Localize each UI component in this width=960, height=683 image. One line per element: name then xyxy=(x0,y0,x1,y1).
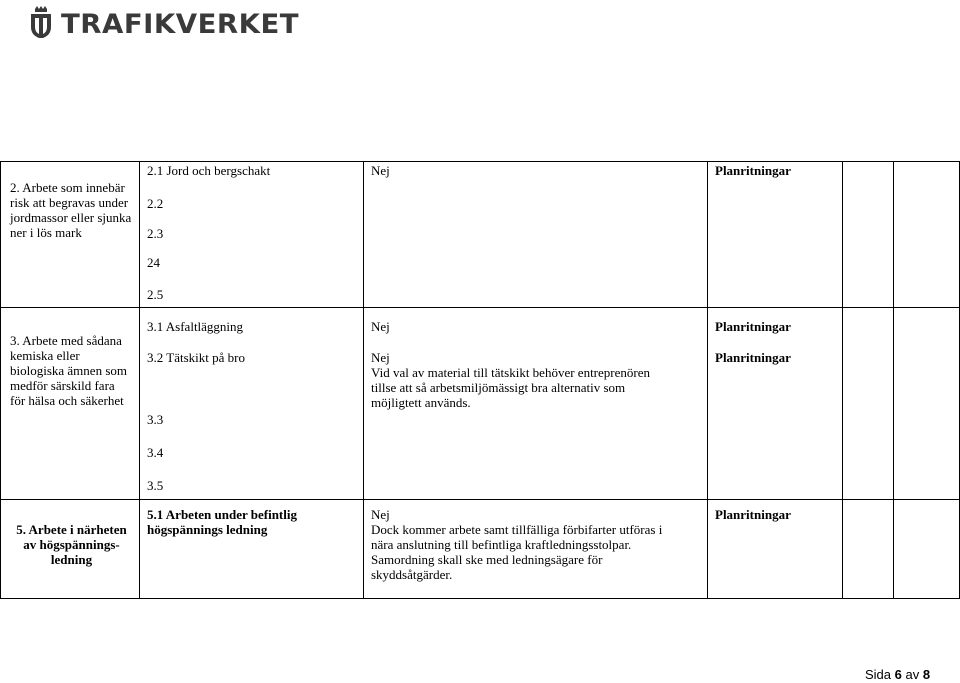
category-cell: 2. Arbete som innebär risk att begravas under jordmassor eller sjunka ner i lös mark xyxy=(10,180,132,240)
item-label: 2.2 xyxy=(147,196,164,211)
current-page: 6 xyxy=(894,667,902,682)
item-label: 3.4 xyxy=(147,445,164,460)
item-label: 3.5 xyxy=(147,478,164,493)
row-separator-3-5 xyxy=(0,499,960,500)
category-cell: 5. Arbete i närheten av högspännings-ledning xyxy=(16,522,127,567)
item-label: 2.3 xyxy=(147,226,164,241)
trafikverket-logo xyxy=(27,4,300,44)
total-pages: 8 xyxy=(922,667,931,682)
trafikverket-emblem-icon xyxy=(27,5,55,43)
table-border-left xyxy=(0,161,1,599)
table-border-bottom xyxy=(0,598,960,599)
column-divider-5 xyxy=(893,161,894,599)
page-counter-prefix: Sida xyxy=(865,667,892,682)
item-label: 3.1 Asfaltläggning xyxy=(147,319,244,334)
column-divider-1 xyxy=(139,161,140,599)
item-label: 2.1 Jord och bergschakt xyxy=(147,163,271,178)
note-cell: Vid val av material till tätskikt behöver entreprenören tillse att så arbetsmiljömässigt bra alternativ som möjligtett används. xyxy=(371,365,650,410)
column-divider-4 xyxy=(842,161,843,599)
item-label: 24 xyxy=(147,255,160,270)
column-divider-2 xyxy=(363,161,364,599)
note-cell: Dock kommer arbete samt tillfälliga förbifarter utföras i nära anslutning till befintliga kraftledningsstolpar. Samordning skall ske med ledningsägare för skyddsåtgärder. xyxy=(371,522,663,582)
document-cell: Planritningar xyxy=(715,507,791,522)
logo-wordmark: TRAFIKVERKET xyxy=(61,8,300,40)
column-divider-3 xyxy=(707,161,708,599)
row-separator-2-3 xyxy=(0,307,960,308)
table-border-top xyxy=(0,161,960,162)
document-cell: Planritningar xyxy=(715,319,791,334)
item-label: 3.2 Tätskikt på bro xyxy=(147,350,245,365)
answer-cell: Nej xyxy=(371,163,390,178)
document-cell: Planritningar xyxy=(715,163,791,178)
item-label: 2.5 xyxy=(147,287,164,302)
answer-cell: Nej xyxy=(371,319,390,334)
category-cell: 3. Arbete med sådana kemiska eller biologiska ämnen som medför särskild fara för hälsa och säkerhet xyxy=(10,333,127,408)
page-counter-middle: av xyxy=(905,667,920,682)
answer-cell: Nej xyxy=(371,350,390,365)
document-cell: Planritningar xyxy=(715,350,791,365)
page-counter xyxy=(865,667,930,682)
answer-cell: Nej xyxy=(371,507,390,522)
item-label: 5.1 Arbeten under befintlig högspännings ledning xyxy=(147,507,297,537)
item-label: 3.3 xyxy=(147,412,164,427)
